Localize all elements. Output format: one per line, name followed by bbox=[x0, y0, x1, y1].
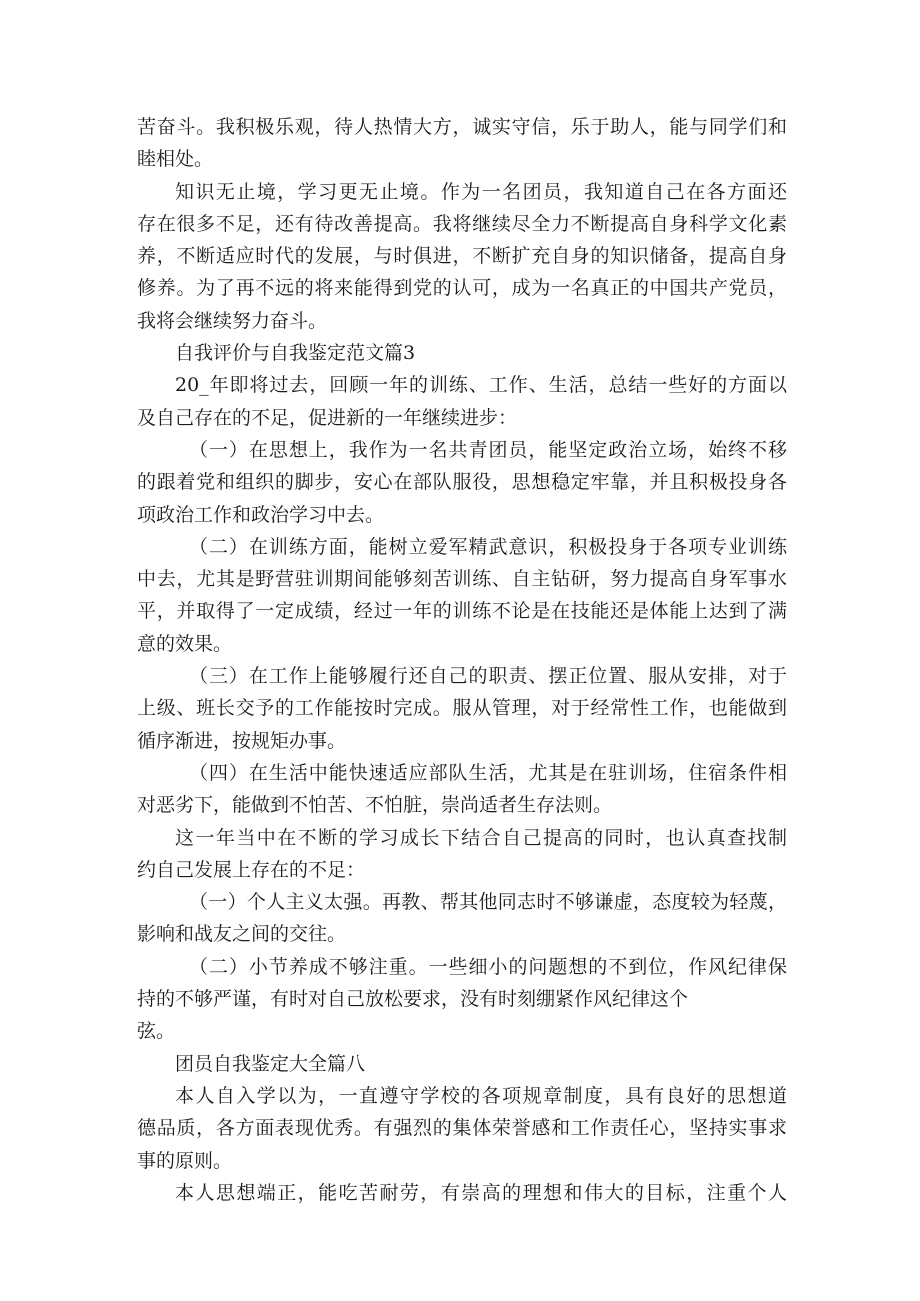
text-line: 德品质，各方面表现优秀。有强烈的集体荣誉感和工作责任心，坚持实事求 bbox=[137, 1117, 787, 1140]
text-line: 意的效果。 bbox=[137, 632, 233, 655]
text-line: 弦。 bbox=[137, 1020, 176, 1043]
text-line: 平，并取得了一定成绩，经过一年的训练不论是在技能还是体能上达到了满 bbox=[137, 600, 787, 623]
text-line: 苦奋斗。我积极乐观，待人热情大方，诚实守信，乐于助人，能与同学们和 bbox=[137, 116, 787, 138]
text-line: 约自己发展上存在的不足： bbox=[137, 858, 366, 881]
text-line: 存在很多不足，还有待改善提高。我将继续尽全力不断提高自身科学文化素 bbox=[137, 212, 787, 235]
paragraph-first-line: 本人思想端正，能吃苦耐劳，有崇高的理想和伟大的目标，注重个人 bbox=[175, 1181, 787, 1204]
text-line: 睦相处。 bbox=[137, 148, 214, 171]
text-line: 对恶劣下，能做到不怕苦、不怕脏，崇尚适者生存法则。 bbox=[137, 794, 613, 817]
document-body bbox=[137, 111, 787, 1209]
paragraph-first-line: 本人自入学以为，一直遵守学校的各项规章制度，具有良好的思想道 bbox=[175, 1084, 787, 1107]
paragraph-first-line: （四）在生活中能快速适应部队生活，尤其是在驻训场，住宿条件相 bbox=[189, 761, 787, 784]
text-line: 修养。为了再不远的将来能得到党的认可，成为一名真正的中国共产党员， bbox=[137, 277, 787, 300]
text-line: 持的不够严谨，有时对自己放松要求，没有时刻绷紧作风纪律这个 bbox=[137, 988, 689, 1011]
paragraph-first-line: 这一年当中在不断的学习成长下结合自己提高的同时，也认真查找制 bbox=[175, 826, 787, 849]
section-heading: 自我评价与自我鉴定范文篇3 bbox=[175, 342, 416, 365]
section-heading: 团员自我鉴定大全篇八 bbox=[175, 1052, 366, 1075]
text-line: 循序渐进，按规矩办事。 bbox=[137, 729, 347, 752]
text-line: 影响和战友之间的交往。 bbox=[137, 923, 347, 946]
text-line: 事的原则。 bbox=[137, 1149, 233, 1172]
paragraph-first-line: （二）在训练方面，能树立爱军精武意识，积极投身于各项专业训练 bbox=[189, 535, 787, 558]
text-line: 上级、班长交予的工作能按时完成。服从管理，对于经常性工作，也能做到 bbox=[137, 697, 787, 720]
paragraph-first-line: （二）小节养成不够注重。一些细小的问题想的不到位，作风纪律保 bbox=[189, 955, 787, 978]
paragraph-first-line: 20_年即将过去，回顾一年的训练、工作、生活，总结一些好的方面以 bbox=[175, 374, 787, 397]
text-line: 及自己存在的不足，促进新的一年继续进步： bbox=[137, 406, 518, 429]
paragraph-first-line: （一）在思想上，我作为一名共青团员，能坚定政治立场，始终不移 bbox=[189, 438, 787, 461]
text-line: 的跟着党和组织的脚步，安心在部队服役，思想稳定牢靠，并且积极投身各 bbox=[137, 471, 787, 494]
paragraph-first-line: 知识无止境，学习更无止境。作为一名团员，我知道自己在各方面还 bbox=[175, 180, 787, 203]
text-line: 我将会继续努力奋斗。 bbox=[137, 309, 328, 332]
text-line: 项政治工作和政治学习中去。 bbox=[137, 503, 385, 526]
text-line: 中去，尤其是野营驻训期间能够刻苦训练、自主钻研，努力提高自身军事水 bbox=[137, 568, 787, 591]
paragraph-first-line: （一）个人主义太强。再教、帮其他同志时不够谦虚，态度较为轻蔑， bbox=[189, 891, 787, 914]
text-line: 养，不断适应时代的发展，与时俱进，不断扩充自身的知识储备，提高自身 bbox=[137, 245, 787, 268]
paragraph-first-line: （三）在工作上能够履行还自己的职责、摆正位置、服从安排，对于 bbox=[189, 665, 787, 688]
